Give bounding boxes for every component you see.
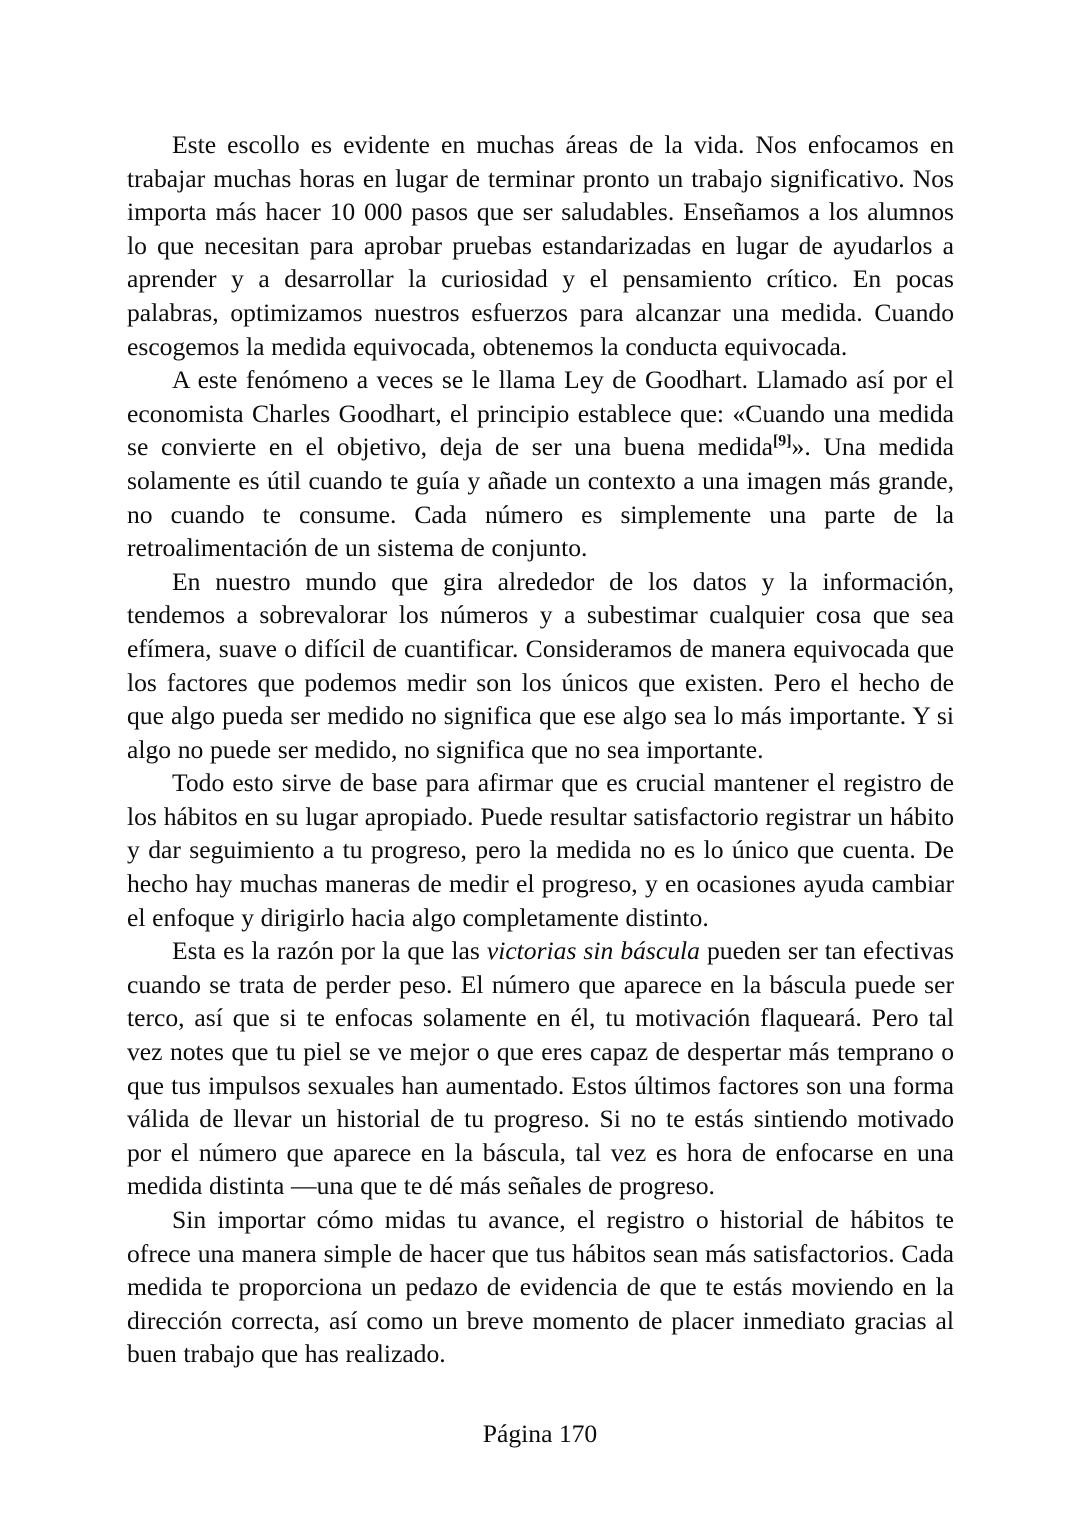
paragraph-3: En nuestro mundo que gira alrededor de los datos y la información, tendemos a sobrevalorar los números y a subestimar cualquier cosa que sea efímera, suave o difícil de cuantificar. Consideramos de manera equivocada que los factores que podemos medir son los únicos que existen. Pero el hecho de que algo pueda ser medido no significa que ese algo sea lo más importante. Y si algo no puede ser medido, no significa que no sea importante. xyxy=(127,566,954,764)
paragraph-5 xyxy=(127,934,954,1203)
paragraph-2-text-before-footnote: A este fenómeno a veces se le llama Ley de Goodhart. Llamado así por el economista Charles Goodhart, el principio establece que: «Cuando una medida se convierte en el objetivo, deja de ser una buena medida xyxy=(127,365,954,462)
paragraph-5-text-after-italic: pueden ser tan efectivas cuando se trata de perder peso. El número que aparece en la báscula puede ser terco, así que si te enfocas solamente en él, tu motivación flaqueará. Pero tal vez notes que tu piel se ve mejor o que eres capaz de despertar más temprano o que tus impulsos sexuales han aumentado. Estos últimos factores son una forma válida de llevar un historial de tu progreso. Si no te estás sintiendo motivado por el número que aparece en la báscula, tal vez es hora de enfocarse en una medida distinta —una que te dé más señales de progreso. xyxy=(127,936,954,1201)
paragraph-1: Este escollo es evidente en muchas áreas de la vida. Nos enfocamos en trabajar muchas horas en lugar de terminar pronto un trabajo significativo. Nos importa más hacer 10 000 pasos que ser saludables. Enseñamos a los alumnos lo que necesitan para aprobar pruebas estandarizadas en lugar de ayudarlos a aprender y a desarrollar la curiosidad y el pensamiento crítico. En pocas palabras, optimizamos nuestros esfuerzos para alcanzar una medida. Cuando escogemos la medida equivocada, obtenemos la conducta equivocada. xyxy=(127,130,954,361)
paragraph-2 xyxy=(127,363,954,565)
page-number-footer: Página 170 xyxy=(482,1419,598,1448)
page-text-column xyxy=(127,128,954,1371)
paragraph-5-text-before-italic: Esta es la razón por la que las xyxy=(172,936,487,966)
paragraph-2-text-after-footnote: ». Una medida solamente es útil cuando te guía y añade un contexto a una imagen más grande, no cuando te consume. Cada número es simplemente una parte de la retroalimentación de un sistema de conjunto. xyxy=(127,432,954,563)
paragraph-6: Sin importar cómo midas tu avance, el registro o historial de hábitos te ofrece una manera simple de hacer que tus hábitos sean más satisfactorios. Cada medida te proporciona un pedazo de evidencia de que te estás moviendo en la dirección correcta, así como un breve momento de placer inmediato gracias al buen trabajo que has realizado. xyxy=(127,1205,954,1369)
paragraph-4: Todo esto sirve de base para afirmar que es crucial mantener el registro de los hábitos en su lugar apropiado. Puede resultar satisfactorio registrar un hábito y dar seguimiento a tu progreso, pero la medida no es lo único que cuenta. De hecho hay muchas maneras de medir el progreso, y en ocasiones ayuda cambiar el enfoque y dirigirlo hacia algo completamente distinto. xyxy=(127,768,954,932)
footnote-reference-9[interactable]: [9] xyxy=(773,432,792,450)
emphasis-victorias-sin-bascula: victorias sin báscula xyxy=(486,936,700,966)
